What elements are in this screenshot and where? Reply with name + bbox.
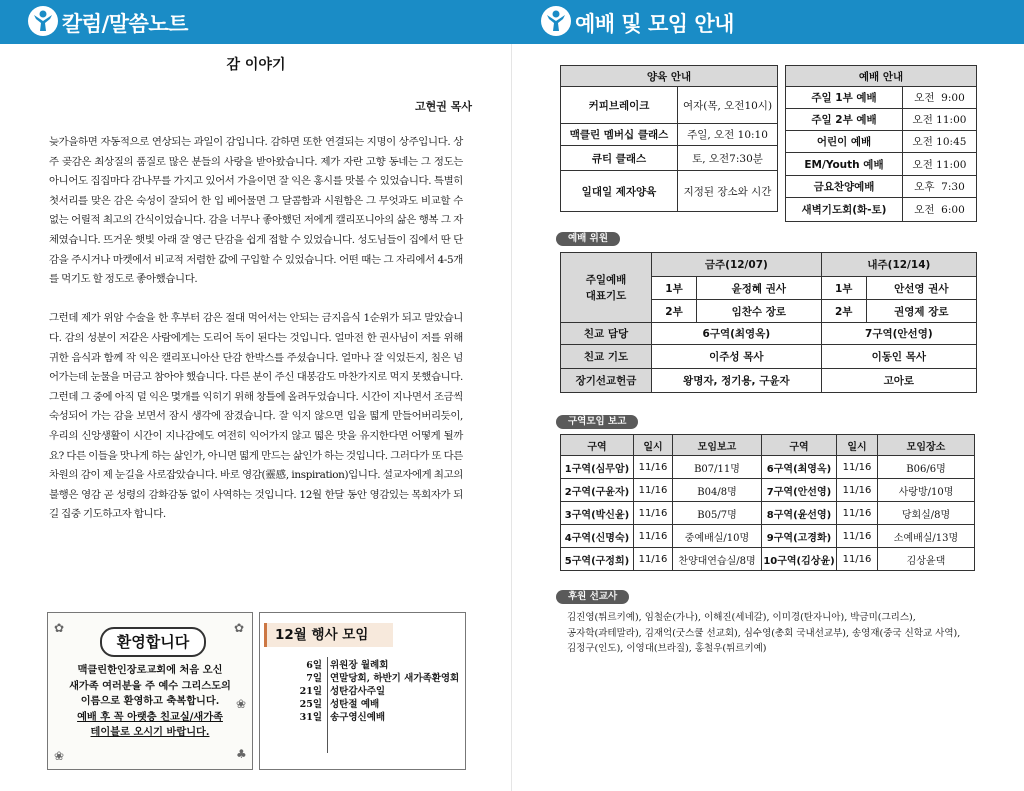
- table-cell: 9구역(고경화): [762, 525, 837, 548]
- prayer-this-2: 임찬수 장로: [697, 300, 822, 323]
- district-header: 모임장소: [878, 435, 975, 456]
- missionary-line: 김진영(튀르키예), 임철순(가나), 이해진(세네갈), 이미경(탄자니아), 박금미(그리스),: [567, 612, 916, 623]
- table-cell: B06/6명: [878, 456, 975, 479]
- offering-next: 고아로: [821, 369, 976, 393]
- district-header: 일시: [837, 435, 878, 456]
- event-text: 연말당회, 하반기 새가족환영회: [330, 673, 460, 684]
- event-day: 31일: [299, 712, 322, 723]
- column-paragraph: 늦가을하면 자동적으로 연상되는 과일이 감입니다. 감하면 또한 연결되는 지명이 상주입니다. 상주 곶감은 최상질의 품질로 많은 분들의 사랑을 받아왔습니다. 제가 자란 고향 동네는 그 정도는 아니어도 집집마다 감나무를 가지고 있어서 가을이면 잘 익은 홍시를 맛볼 수 있었습니다. 특별히 첫서리를 맞은 감은 숙성이 잘되어 한 입 베어물면 그 달콤함과 시원함은 그 무엇과도 비교할 수 없는 어릴적 최고의 간식이었습니다. 감을 너무나 좋아했던 저에게 캘리포니아의 삶은 행복 그 자체였습니다. 뜨거운 햇빛 아래 잘 영근 단감을 쉽게 접할 수 있었습니다. 성도님들이 집에서 딴 단감을 주시거나 마켓에서 비교적 저렴한 값에 구입할 수 있었습니다. 어떤 때는 그 자리에서 4-5개를 먹기도 할 정도로 좋아했습니다.: [49, 136, 463, 286]
- table-row: [561, 456, 975, 479]
- table-row: [561, 548, 975, 571]
- table-cell: 3구역(박신윤): [561, 502, 634, 525]
- welcome-box: [47, 612, 253, 770]
- event-text: 성탄감사주일: [330, 686, 386, 697]
- table-cell: 8구역(윤선영): [762, 502, 837, 525]
- education-name: 큐티 클래스: [561, 146, 678, 171]
- table-cell: B07/11명: [673, 456, 762, 479]
- prayer-next-1: 안선영 권사: [866, 277, 976, 300]
- worship-time: 오전 11:00: [903, 153, 977, 176]
- event-item: [260, 685, 465, 698]
- missionary-line: 김정구(인도), 이영대(브라질), 홍철우(튀르키예): [567, 643, 767, 654]
- service-label: 2부: [821, 300, 866, 323]
- worship-time: 오전 9:00: [903, 87, 977, 109]
- header-bar: [0, 0, 1024, 44]
- table-cell: 4구역(신명숙): [561, 525, 634, 548]
- education-header: 양육 안내: [561, 66, 778, 87]
- event-item: [260, 711, 465, 724]
- prayer-label: 주일예배 대표기도: [561, 253, 652, 323]
- prayer-next-2: 권영제 장로: [866, 300, 976, 323]
- table-row: [561, 124, 778, 146]
- worship-name: 주일 1부 예배: [786, 87, 903, 109]
- table-row: [561, 369, 977, 393]
- welcome-text: [56, 663, 247, 741]
- fellowship-label: 친교 담당: [561, 323, 652, 345]
- flower-icon: ❀: [54, 749, 65, 763]
- event-item: [260, 659, 465, 672]
- table-row: [561, 171, 778, 212]
- table-row: [561, 525, 975, 548]
- table-cell: 11/16: [634, 548, 673, 571]
- district-header: 일시: [634, 435, 673, 456]
- tulip-icon: ♣: [236, 747, 247, 761]
- table-row: [786, 176, 977, 198]
- december-events-box: [259, 612, 466, 770]
- next-week-header: 내주(12/14): [821, 253, 976, 277]
- table-cell: 7구역(안선영): [762, 479, 837, 502]
- this-week-header: 금주(12/07): [652, 253, 822, 277]
- column-paragraph: 그런데 제가 위암 수술을 한 후부터 감은 절대 먹어서는 안되는 금지음식 1순위가 되고 말았습니다. 감의 성분이 저같은 사람에게는 도리어 독이 된다는 것입니다. 얼마전 한 권사님이 저를 위해 귀한 음식과 함께 작 익은 캘리포니아산 단감 한박스를 주셨습니다. 얼마나 잘 익었든지, 침은 넘어가는데 눈물을 머금고 참아야 했습니다. 다른 분이 주신 대봉감도 마찬가지로 먹지 못했습니다. 그런데 그 중에 아직 덜 익은 몇개를 익히기 위해 창틀에 올려두었습니다. 시간이 지나면서 조금씩 숙성되어 가는 감을 보면서 잠시 생각에 잠겼습니다. 잘 익지 않으면 입을 떫게 만들어버리듯이, 우리의 신앙생활이 시간이 지나감에도 여전히 익어가지 않고 떫은 맛을 유지한다면 어떻게 될까요? 다른 이들을 맛나게 하는 삶인가, 아니면 떫게 만드는 삶인가 하는 것입니다. 그러다가 또 다른 차원의 감이 제 눈길을 사로잡았습니다. 바로 영감(靈感, inspiration)입니다. 설교자에게 최고의 불행은 영감 곧 성령의 감화감동 없이 사역하는 것입니다. 12월 한달 동안 영감있는 목회자가 되길 집중 기도하고자 합니다.: [49, 312, 463, 521]
- prayer-this-1: 윤정혜 권사: [697, 277, 822, 300]
- education-time: 주일, 오전 10:10: [678, 124, 778, 146]
- table-cell: 10구역(김상윤): [762, 548, 837, 571]
- worship-table: [785, 65, 977, 222]
- table-row: [786, 87, 977, 109]
- service-label: 1부: [652, 277, 697, 300]
- table-cell: 11/16: [837, 525, 878, 548]
- column-author: 고현권 목사: [415, 100, 472, 113]
- service-label: 2부: [652, 300, 697, 323]
- table-cell: 11/16: [634, 479, 673, 502]
- committee-pill: 예배 위원: [556, 232, 620, 246]
- offering-this: 왕명자, 정기용, 구윤자: [652, 369, 822, 393]
- education-time: 지정된 장소와 시간: [678, 171, 778, 212]
- event-text: 송구영신예배: [330, 712, 386, 723]
- welcome-line: 테이블로 오시기 바랍니다.: [90, 726, 210, 738]
- service-label: 1부: [821, 277, 866, 300]
- table-row: [561, 502, 975, 525]
- worship-header: 예배 안내: [786, 66, 977, 87]
- event-day: 7일: [306, 673, 322, 684]
- table-cell: 11/16: [837, 548, 878, 571]
- worship-name: 금요찬양예배: [786, 176, 903, 198]
- flower-icon: ✿: [234, 621, 245, 635]
- education-table: [560, 65, 778, 212]
- event-text: 위원장 월례회: [330, 660, 389, 671]
- flower-icon: ❀: [236, 697, 247, 711]
- district-header: 구역: [762, 435, 837, 456]
- table-row: [786, 66, 977, 87]
- event-day: 6일: [306, 660, 322, 671]
- table-cell: B04/8명: [673, 479, 762, 502]
- district-pill: 구역모임 보고: [556, 415, 638, 429]
- welcome-line: 이름으로 환영하고 축복합니다.: [80, 695, 220, 707]
- education-name: 커피브레이크: [561, 87, 678, 124]
- welcome-line: 예배 후 꼭 아랫층 친교실/새가족: [77, 710, 223, 723]
- church-logo-icon: [28, 6, 58, 36]
- table-row: [786, 153, 977, 176]
- table-cell: 사랑방/10명: [878, 479, 975, 502]
- right-header-title: 예배 및 모임 안내: [575, 12, 734, 36]
- table-cell: 찬양대연습실/8명: [673, 548, 762, 571]
- table-row: [561, 87, 778, 124]
- table-row: [561, 253, 977, 277]
- church-logo-icon: [541, 6, 571, 36]
- table-cell: 11/16: [837, 456, 878, 479]
- missionary-pill: 후원 선교사: [556, 590, 629, 604]
- welcome-line: 새가족 여러분을 주 예수 그리스도의: [69, 679, 231, 692]
- table-cell: B05/7명: [673, 502, 762, 525]
- table-cell: 11/16: [634, 456, 673, 479]
- table-cell: 2구역(구윤자): [561, 479, 634, 502]
- education-name: 맥클린 멤버십 클래스: [561, 124, 678, 146]
- table-row: [786, 131, 977, 153]
- table-cell: 당회실/8명: [878, 502, 975, 525]
- welcome-line: 맥클린한인장로교회에 처음 오신: [77, 664, 223, 676]
- committee-table: [560, 252, 977, 393]
- district-header: 구역: [561, 435, 634, 456]
- district-table: [560, 434, 975, 571]
- table-row: [786, 198, 977, 222]
- table-row: [561, 66, 778, 87]
- worship-time: 오전 6:00: [903, 198, 977, 222]
- table-cell: 중예배실/10명: [673, 525, 762, 548]
- column-body: [49, 133, 463, 544]
- worship-name: EM/Youth 예배: [786, 153, 903, 176]
- worship-name: 새벽기도회(화-토): [786, 198, 903, 222]
- fellowship-next: 7구역(안선영): [821, 323, 976, 345]
- table-cell: 6구역(최영옥): [762, 456, 837, 479]
- table-cell: 11/16: [837, 479, 878, 502]
- worship-time: 오전 10:45: [903, 131, 977, 153]
- table-row: [561, 345, 977, 369]
- event-day: 21일: [299, 686, 322, 697]
- fellowship-this: 6구역(최영옥): [652, 323, 822, 345]
- table-cell: 11/16: [634, 502, 673, 525]
- column-title: 감 이야기: [226, 57, 286, 73]
- table-row: [561, 323, 977, 345]
- fellowship-prayer-next: 이동인 목사: [821, 345, 976, 369]
- worship-name: 어린이 예배: [786, 131, 903, 153]
- missionary-list: [567, 610, 987, 657]
- table-cell: 소예배실/13명: [878, 525, 975, 548]
- event-day: 25일: [299, 699, 322, 710]
- fellowship-prayer-this: 이주성 목사: [652, 345, 822, 369]
- education-time: 토, 오전7:30분: [678, 146, 778, 171]
- worship-name: 주일 2부 예배: [786, 109, 903, 131]
- events-title: 12월 행사 모임: [264, 623, 393, 647]
- table-cell: 1구역(심무암): [561, 456, 634, 479]
- flower-icon: ✿: [54, 621, 65, 635]
- table-row: [561, 479, 975, 502]
- page-divider: [511, 44, 512, 791]
- event-item: [260, 672, 465, 685]
- worship-time: 오전 11:00: [903, 109, 977, 131]
- fellowship-prayer-label: 친교 기도: [561, 345, 652, 369]
- welcome-title: 환영합니다: [100, 627, 206, 657]
- table-cell: 5구역(구정희): [561, 548, 634, 571]
- event-item: [260, 698, 465, 711]
- missionary-line: 공자학(과테말라), 김재억(굿스쿨 선교회), 심수영(총회 국내선교부), 송영재(중국 신학교 사역),: [567, 627, 961, 639]
- table-cell: 11/16: [634, 525, 673, 548]
- worship-time: 오후 7:30: [903, 176, 977, 198]
- table-cell: 11/16: [837, 502, 878, 525]
- offering-label: 장기선교헌금: [561, 369, 652, 393]
- event-text: 성탄절 예배: [330, 699, 380, 710]
- table-row: [561, 146, 778, 171]
- education-time: 여자(목, 오전10시): [678, 87, 778, 124]
- table-row: [786, 109, 977, 131]
- education-name: 일대일 제자양육: [561, 171, 678, 212]
- table-row: [561, 435, 975, 456]
- district-header: 모임보고: [673, 435, 762, 456]
- table-cell: 김상윤댁: [878, 548, 975, 571]
- left-header-title: 칼럼/말씀노트: [62, 12, 188, 36]
